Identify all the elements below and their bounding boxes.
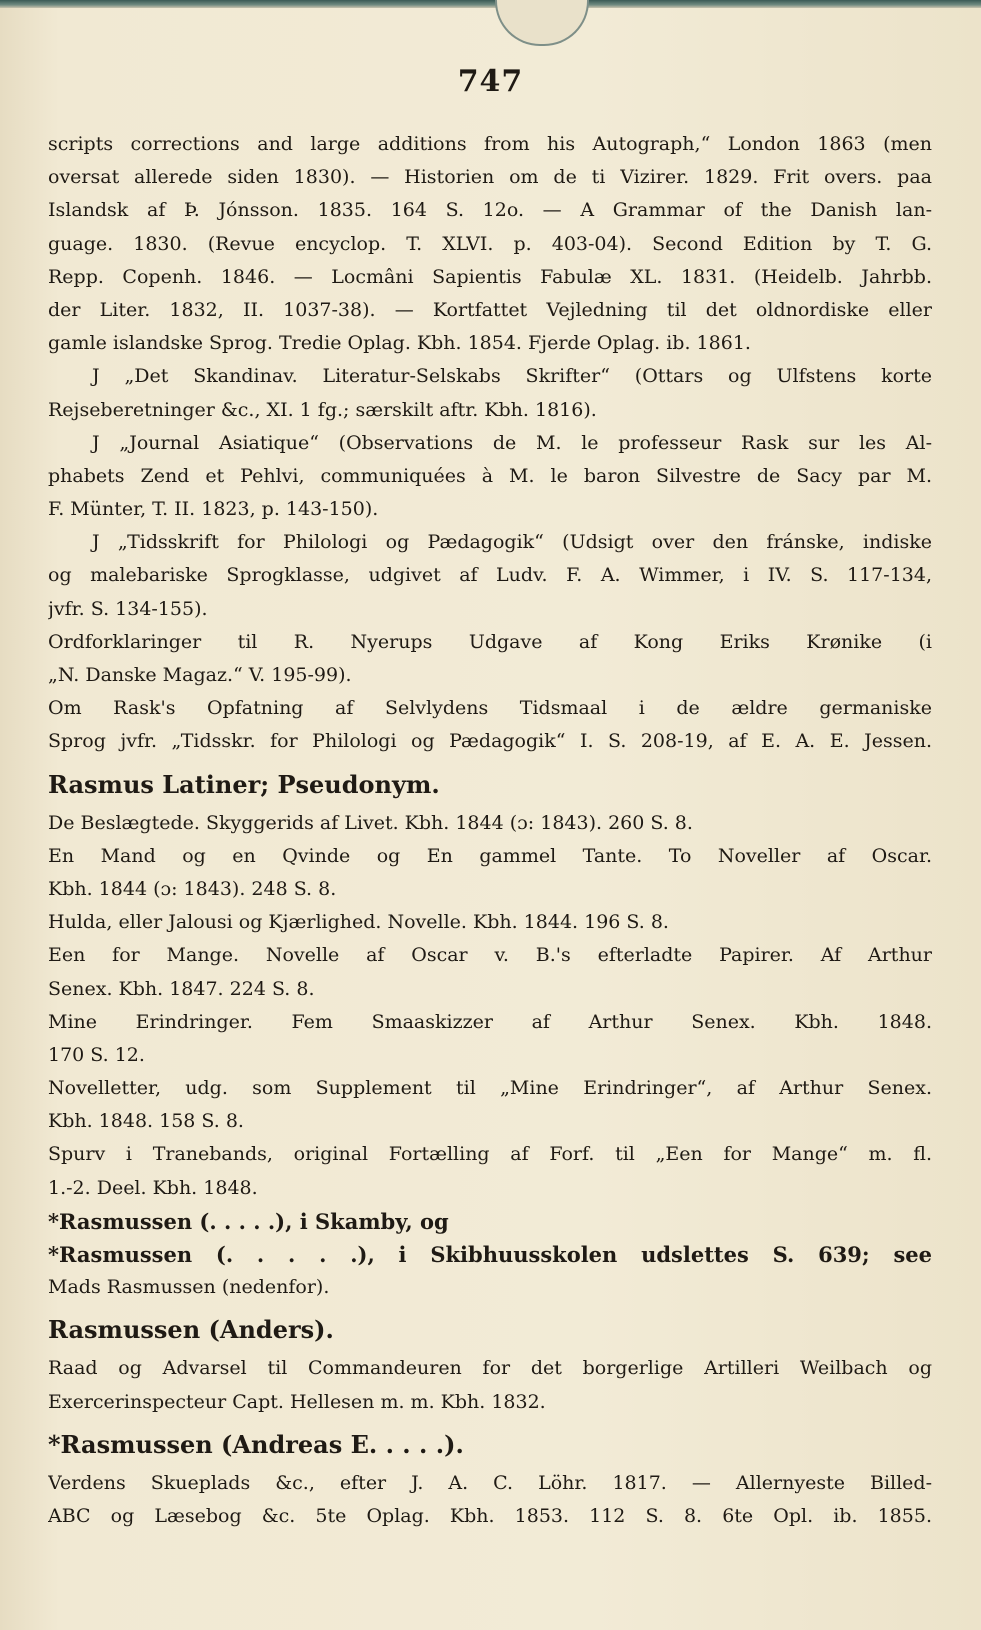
text-line: Sprog jvfr. „Tidsskr. for Philologi og Pædagogik“ I. S. 208-19, af E. A. E. Jessen. bbox=[48, 730, 932, 753]
text-line: ABC og Læsebog &c. 5te Oplag. Kbh. 1853. 112 S. 8. 6te Opl. ib. 1855. bbox=[48, 1504, 932, 1527]
text-line: jvfr. S. 134-155). bbox=[48, 597, 208, 620]
text-line: Om Rask's Opfatning af Selvlydens Tidsmaal i de ældre germaniske bbox=[48, 697, 932, 720]
text-line: phabets Zend et Pehlvi, communiquées à M. le baron Silvestre de Sacy par M. bbox=[48, 464, 932, 487]
text-line: og malebariske Sprogklasse, udgivet af Ludv. F. A. Wimmer, i IV. S. 117-134, bbox=[48, 564, 932, 587]
text-line: F. Münter, T. II. 1823, p. 143-150). bbox=[48, 498, 379, 521]
text-line: Exercerinspecteur Capt. Hellesen m. m. Kbh. 1832. bbox=[48, 1390, 546, 1413]
text-line: J „Tidsskrift for Philologi og Pædagogik“ (Udsigt over den fránske, indiske bbox=[92, 531, 932, 554]
text-line: Novelletter, udg. som Supplement til „Mine Erindringer“, af Arthur Senex. bbox=[48, 1077, 932, 1100]
text-line: Hulda, eller Jalousi og Kjærlighed. Novelle. Kbh. 1844. 196 S. 8. bbox=[48, 911, 669, 934]
text-line: Senex. Kbh. 1847. 224 S. 8. bbox=[48, 977, 315, 1000]
text-line: 170 S. 12. bbox=[48, 1043, 145, 1066]
text-line: Repp. Copenh. 1846. — Locmâni Sapientis Fabulæ XL. 1831. (Heidelb. Jahrbb. bbox=[48, 265, 932, 288]
text-line: Kbh. 1848. 158 S. 8. bbox=[48, 1110, 244, 1133]
text-line: Rejseberetninger &c., XI. 1 fg.; særskilt aftr. Kbh. 1816). bbox=[48, 398, 597, 421]
text-line: Raad og Advarsel til Commandeuren for det borgerlige Artilleri Weilbach og bbox=[48, 1357, 932, 1380]
text-line: J „Journal Asiatique“ (Observations de M. le professeur Rask sur les Al- bbox=[92, 431, 932, 454]
text-line: Spurv i Tranebands, original Fortælling af Forf. til „Een for Mange“ m. fl. bbox=[48, 1143, 932, 1166]
text-line: En Mand og en Qvinde og En gammel Tante. To Noveller af Oscar. bbox=[48, 844, 932, 867]
text-line: J „Det Skandinav. Literatur-Selskabs Skrifter“ (Ottars og Ulfstens korte bbox=[92, 365, 932, 388]
text-line: 1.-2. Deel. Kbh. 1848. bbox=[48, 1176, 258, 1199]
text-line: De Beslægtede. Skyggerids af Livet. Kbh. 1844 (ɔ: 1843). 260 S. 8. bbox=[48, 811, 693, 834]
text-line: Een for Mange. Novelle af Oscar v. B.'s efterladte Papirer. Af Arthur bbox=[48, 944, 932, 967]
text-line: oversat allerede siden 1830). — Historien om de ti Vizirer. 1829. Frit overs. paa bbox=[48, 166, 932, 189]
text-line: Mads Rasmussen (nedenfor). bbox=[48, 1276, 330, 1299]
text-line: scripts corrections and large additions from his Autograph,“ London 1863 (men bbox=[48, 133, 932, 155]
entry-heading: *Rasmussen (. . . . .), i Skibhuusskolen udslettes S. 639; see bbox=[48, 1242, 932, 1267]
text-line: guage. 1830. (Revue encyclop. T. XLVI. p. 403-04). Second Edition by T. G. bbox=[48, 232, 932, 255]
text-line: der Liter. 1832, II. 1037-38). — Kortfattet Vejledning til det oldnordiske eller bbox=[48, 298, 932, 321]
top-binding-band bbox=[0, 0, 981, 8]
text-line: Ordforklaringer til R. Nyerups Udgave af Kong Eriks Krønike (i bbox=[48, 630, 932, 653]
text-line: Mine Erindringer. Fem Smaaskizzer af Arthur Senex. Kbh. 1848. bbox=[48, 1010, 932, 1033]
entry-heading: *Rasmussen (Andreas E. . . . .). bbox=[48, 1429, 464, 1459]
page-text bbox=[48, 128, 932, 1533]
text-line: Islandsk af Þ. Jónsson. 1835. 164 S. 12o. — A Grammar of the Danish lan- bbox=[48, 199, 932, 222]
text-line: Verdens Skueplads &c., efter J. A. C. Löhr. 1817. — Allernyeste Billed- bbox=[48, 1471, 932, 1494]
page-number: 747 bbox=[457, 64, 524, 99]
text-line: gamle islandske Sprog. Tredie Oplag. Kbh. 1854. Fjerde Oplag. ib. 1861. bbox=[48, 332, 751, 355]
entry-heading: Rasmus Latiner; Pseudonym. bbox=[48, 769, 440, 799]
entry-heading: Rasmussen (Anders). bbox=[48, 1315, 334, 1345]
text-line: Kbh. 1844 (ɔ: 1843). 248 S. 8. bbox=[48, 877, 337, 900]
text-line: „N. Danske Magaz.“ V. 195-99). bbox=[48, 664, 352, 686]
entry-heading: *Rasmussen (. . . . .), i Skamby, og bbox=[48, 1208, 449, 1234]
